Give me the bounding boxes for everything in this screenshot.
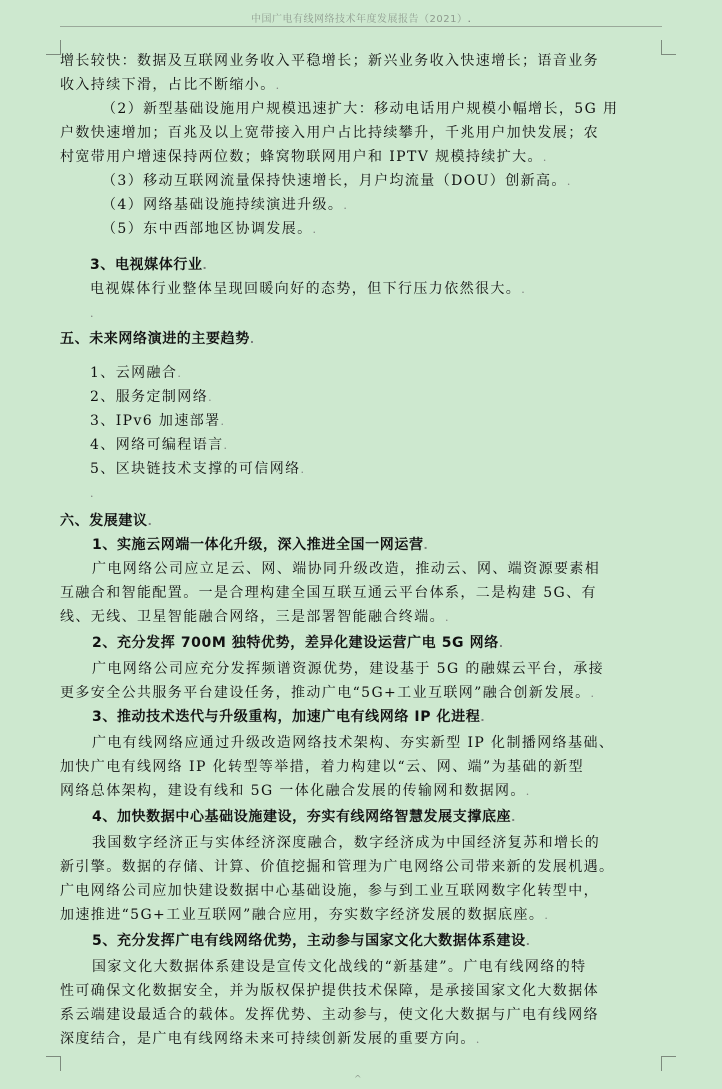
text-line	[60, 1030, 670, 1049]
crop-mark-bottom-left	[46, 1056, 61, 1071]
line-text: 线、无线、卫星智能融合网络，三是部署智能融合终端。	[60, 609, 445, 625]
section-heading	[60, 512, 670, 531]
section-heading	[60, 808, 702, 827]
line-text: 广电网络公司应立足云、网、端协同升级改造，推动云、网、端资源要素相	[92, 561, 601, 577]
paragraph-mark: .	[300, 463, 305, 476]
paragraph-mark: .	[223, 439, 228, 452]
text-line	[60, 484, 700, 503]
line-text: （5）东中西部地区协调发展。	[102, 221, 313, 237]
text-line	[60, 734, 702, 752]
line-text: （3）移动互联网流量保持快速增长，月户均流量（DOU）创新高。	[102, 173, 567, 189]
paragraph-mark: .	[220, 415, 225, 428]
paragraph-mark: .	[525, 935, 530, 948]
paragraph-mark: .	[480, 711, 485, 724]
line-text: 互融合和智能配置。一是合理构建全国互联互通云平台体系，二是构建 5G、有	[60, 585, 597, 601]
text-line	[60, 858, 670, 876]
text-line	[60, 684, 670, 703]
paragraph-mark: .	[90, 307, 94, 320]
paragraph-mark: .	[423, 539, 428, 552]
section-heading	[60, 708, 702, 727]
text-line	[60, 834, 702, 852]
line-text: 1、实施云网端一体化升级，深入推进全国一网运营	[92, 537, 424, 553]
line-text: 网络总体架构，建设有线和 5G 一体化融合发展的传输网和数据网。	[60, 783, 526, 799]
paragraph-mark: .	[498, 637, 504, 650]
page-marker: ^	[354, 1075, 362, 1085]
line-text: 3、IPv6 加速部署	[90, 413, 221, 429]
line-text: 我国数字经济正与实体经济深度融合，数字经济成为中国经济复苏和增长的	[92, 835, 601, 851]
line-text: 村宽带用户增速保持两位数；蜂窝物联网用户和 IPTV 规模持续扩大。	[60, 149, 543, 165]
paragraph-mark: .	[249, 333, 254, 346]
text-line	[60, 758, 670, 776]
paragraph-mark: .	[511, 811, 516, 824]
text-line	[60, 782, 670, 801]
crop-mark-top-left	[46, 40, 61, 55]
text-line	[60, 124, 670, 142]
line-text: 加速推进“5G+工业互联网”融合应用，夯实数字经济发展的数据底座。	[60, 907, 545, 923]
paragraph-mark: .	[542, 151, 547, 164]
text-line	[60, 364, 700, 383]
paragraph-mark: .	[525, 785, 530, 798]
line-text: （2）新型基础设施用户规模迅速扩大：移动电话用户规模小幅增长，5G 用	[102, 101, 619, 117]
line-text: 3、推动技术迭代与升级重构，加速广电有线网络 IP 化进程	[92, 709, 481, 725]
line-text: 更多安全公共服务平台建设任务，推动广电“5G+工业互联网”融合创新发展。	[60, 685, 591, 701]
line-text: 新引擎。数据的存储、计算、价值挖掘和管理为广电网络公司带来新的发展机遇。	[60, 859, 615, 875]
paragraph-mark: .	[521, 283, 525, 296]
line-text: 性可确保文化数据安全，并为版权保护提供技术保障，是承接国家文化大数据体	[60, 983, 599, 999]
paragraph-mark: .	[590, 687, 595, 700]
line-text: 广电有线网络应通过升级改造网络技术架构、夯实新型 IP 化制播网络基础、	[92, 735, 615, 751]
text-line	[60, 958, 702, 976]
line-text: 电视媒体行业整体呈现回暖向好的态势，但下行压力依然很大。	[90, 281, 522, 297]
line-text: 系云端建设最适合的载体。发挥优势、主动参与，使文化大数据与广电有线网络	[60, 1007, 599, 1023]
text-line	[60, 608, 670, 627]
line-text: 广电网络公司应充分发挥频谱资源优势，建设基于 5G 的融媒云平台，承接	[92, 661, 604, 677]
line-text: 2、服务定制网络	[90, 389, 209, 405]
paragraph-mark: .	[544, 909, 548, 922]
text-line	[60, 982, 670, 1000]
paragraph-mark: .	[343, 199, 347, 212]
line-text: 收入持续下滑，占比不断缩小。	[60, 77, 276, 93]
paragraph-mark: .	[312, 223, 317, 236]
text-line	[60, 52, 670, 70]
line-text: 3、电视媒体行业	[90, 257, 203, 273]
paragraph-mark: .	[147, 515, 152, 528]
header-rule	[60, 26, 662, 27]
paragraph-mark: .	[475, 1033, 480, 1046]
line-text: 4、加快数据中心基础设施建设，夯实有线网络智慧发展支撑底座	[92, 809, 512, 825]
paragraph-mark: .	[208, 391, 212, 404]
text-line	[60, 584, 670, 602]
paragraph-mark: .	[275, 79, 280, 92]
line-text: 5、区块链技术支撑的可信网络	[90, 461, 301, 477]
paragraph-mark: .	[177, 367, 181, 380]
text-line	[60, 560, 702, 578]
text-line	[60, 280, 700, 299]
section-heading	[60, 536, 702, 555]
line-text: （4）网络基础设施持续演进升级。	[102, 197, 344, 213]
line-text: 五、未来网络演进的主要趋势	[60, 331, 250, 347]
text-line	[60, 906, 670, 925]
line-text: 2、充分发挥 700M 独特优势，差异化建设运营广电 5G 网络	[92, 635, 499, 651]
section-heading	[60, 330, 670, 349]
line-text: 国家文化大数据体系建设是宣传文化战线的“新基建”。广电有线网络的特	[92, 959, 587, 975]
line-text: 1、云网融合	[90, 365, 178, 381]
line-text: 4、网络可编程语言	[90, 437, 224, 453]
text-line	[60, 412, 700, 431]
section-heading	[60, 932, 702, 951]
text-line	[60, 76, 670, 95]
line-text: 加快广电有线网络 IP 化转型等举措，着力构建以“云、网、端”为基础的新型	[60, 759, 584, 775]
line-text: 户数快速增加；百兆及以上宽带接入用户占比持续攀升，千兆用户加快发展；农	[60, 125, 599, 141]
text-line	[60, 304, 700, 323]
text-line	[60, 660, 702, 678]
page-header: 中国广电有线网络技术年度发展报告（2021）.	[251, 12, 471, 25]
text-line	[60, 148, 670, 167]
text-line	[60, 1006, 670, 1024]
paragraph-mark: .	[566, 175, 571, 188]
text-line	[60, 460, 700, 479]
section-heading	[60, 634, 702, 653]
paragraph-mark: .	[90, 487, 94, 500]
text-line	[60, 172, 712, 191]
section-heading	[60, 256, 700, 275]
line-text: 深度结合，是广电有线网络未来可持续创新发展的重要方向。	[60, 1031, 476, 1047]
line-text: 增长较快：数据及互联网业务收入平稳增长；新兴业务收入快速增长；语音业务	[60, 53, 599, 69]
crop-mark-bottom-right	[661, 1056, 676, 1071]
paragraph-mark: .	[445, 611, 449, 624]
text-line	[60, 196, 712, 215]
text-line	[60, 388, 700, 407]
line-text: 六、发展建议	[60, 513, 148, 529]
text-line	[60, 220, 712, 239]
text-line	[60, 100, 712, 118]
line-text: 广电网络公司应加快建设数据中心基础设施，参与到工业互联网数字化转型中，	[60, 883, 599, 899]
text-line	[60, 882, 670, 900]
text-line	[60, 436, 700, 455]
line-text: 5、充分发挥广电有线网络优势，主动参与国家文化大数据体系建设	[92, 933, 526, 949]
paragraph-mark: .	[202, 259, 207, 272]
